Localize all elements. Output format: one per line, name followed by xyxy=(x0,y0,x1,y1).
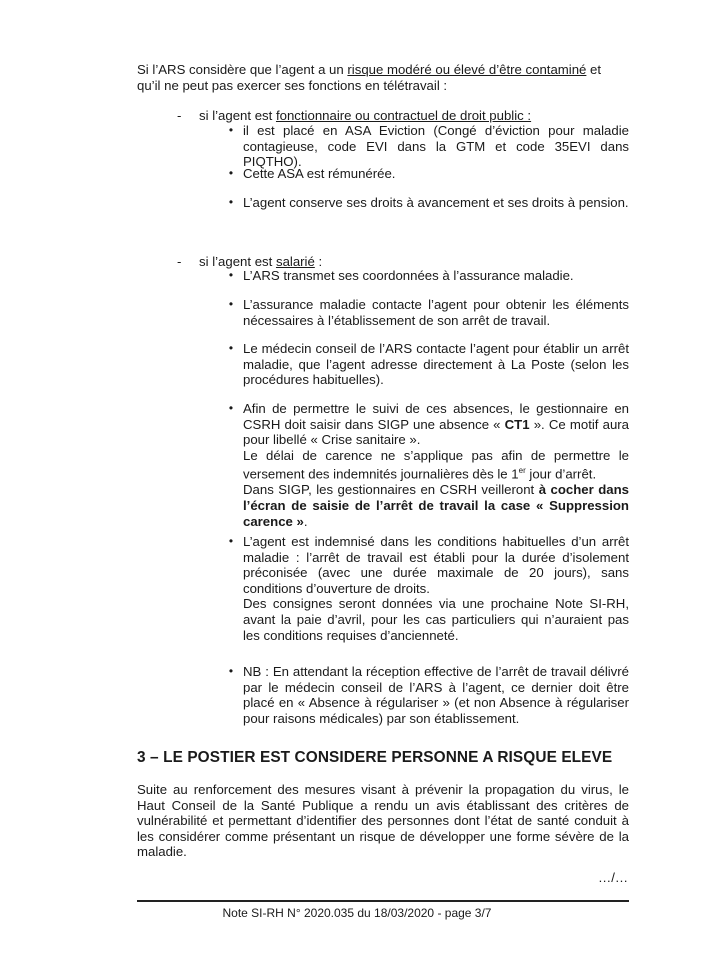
intro-text-end: et xyxy=(586,62,602,77)
list-item: Le médecin conseil de l’ARS contacte l’agent pour établir un arrêt maladie, que l’agent adresse directement à La Poste (selon les procédures habituelles). xyxy=(243,341,629,388)
sigp-paragraph xyxy=(243,482,629,529)
bullet-marker: • xyxy=(228,297,234,311)
bullet-marker: • xyxy=(228,401,234,415)
consignes-paragraph: Des consignes seront données via une prochaine Note SI-RH, avant la paie d’avril, pour les cas particuliers qui n’auraient pas les conditions requises d’ancienneté. xyxy=(243,596,629,643)
case1-heading xyxy=(199,108,531,124)
dash-marker: - xyxy=(177,108,182,123)
text-run: jour d’arrêt. xyxy=(525,466,597,482)
list-item: NB : En attendant la réception effective de l’arrêt de travail délivré par le médecin conseil de l’ARS à l’agent, ce dernier doit être placé en « Absence à régulariser » (et non Absence à régulariser pour raisons médicales) par son établissement. xyxy=(243,664,629,726)
bullet-marker: • xyxy=(228,341,234,355)
list-item: L’agent conserve ses droits à avancement et ses droits à pension. xyxy=(243,195,629,210)
bullet-marker: • xyxy=(228,195,234,209)
bullet-marker: • xyxy=(228,166,234,180)
case2-post: : xyxy=(314,254,323,269)
absence-code: CT1 xyxy=(504,416,530,432)
list-item xyxy=(243,534,629,643)
list-item xyxy=(243,401,629,529)
intro-paragraph xyxy=(137,62,629,93)
intro-risk-underlined: risque modéré ou élevé d’être contaminé xyxy=(347,62,587,77)
absence-paragraph xyxy=(243,401,629,448)
text-run: Afin de permettre le suivi de ces absences, le gestionnaire en CSRH doit saisir dans SIGP une absence « xyxy=(243,401,629,432)
case2-underlined: salarié xyxy=(275,254,315,269)
list-item: il est placé en ASA Eviction (Congé d’éviction pour maladie contagieuse, code EVI dans la GTM et code 35EVI dans PIQTHO). xyxy=(243,123,629,170)
bold-instruction: à cocher dans l’écran de saisie de l’arrêt de travail la case « Suppression carence » xyxy=(243,482,629,529)
page-footer: Note SI-RH N° 2020.035 du 18/03/2020 - page 3/7 xyxy=(222,906,492,920)
case1-underlined: fonctionnaire ou contractuel de droit public : xyxy=(275,108,532,123)
bullet-marker: • xyxy=(228,664,234,678)
text-run: . xyxy=(303,513,308,529)
intro-text-line2: qu’il ne peut pas exercer ses fonctions en télétravail : xyxy=(137,77,448,93)
text-run: ». Ce motif aura pour libellé « Crise sanitaire ». xyxy=(243,416,629,448)
section-heading: 3 – LE POSTIER EST CONSIDERE PERSONNE A RISQUE ELEVE xyxy=(137,749,613,766)
intro-text: Si l’ARS considère que l’agent a un xyxy=(137,62,348,77)
bullet-marker: • xyxy=(228,534,234,548)
section-paragraph: Suite au renforcement des mesures visant à prévenir la propagation du virus, le Haut Conseil de la Santé Publique a rendu un avis établissant des critères de vulnérabilité et permettant d’identifier des personnes dont l’état de santé conduit à les considérer comme présentant un risque de développer une forme sévère de la maladie. xyxy=(137,782,629,860)
continuation-mark: …/… xyxy=(598,870,629,885)
indemnisation-paragraph: L’agent est indemnisé dans les conditions habituelles d’un arrêt maladie : l’arrêt de travail est établi pour la durée d’isolement préconisée (avec une durée maximale de 20 jours), sans conditions d’ouverture de droits. xyxy=(243,534,629,596)
carence-paragraph xyxy=(243,448,629,483)
footer-divider xyxy=(137,900,629,902)
list-item: Cette ASA est rémunérée. xyxy=(243,166,396,181)
superscript: er xyxy=(518,466,526,476)
list-item: L’ARS transmet ses coordonnées à l’assurance maladie. xyxy=(243,268,574,283)
case2-pre: si l’agent est xyxy=(199,254,276,269)
bullet-marker: • xyxy=(228,268,234,282)
bullet-marker: • xyxy=(228,123,234,137)
text-run: Le délai de carence ne s’applique pas afin de permettre le versement des indemnités journalières dès le 1 xyxy=(243,447,629,482)
list-item: L’assurance maladie contacte l’agent pour obtenir les éléments nécessaires à l’établissement de son arrêt de travail. xyxy=(243,297,629,328)
case1-pre: si l’agent est xyxy=(199,108,276,123)
text-run: Dans SIGP, les gestionnaires en CSRH veilleront xyxy=(243,482,539,498)
dash-marker: - xyxy=(177,254,182,269)
